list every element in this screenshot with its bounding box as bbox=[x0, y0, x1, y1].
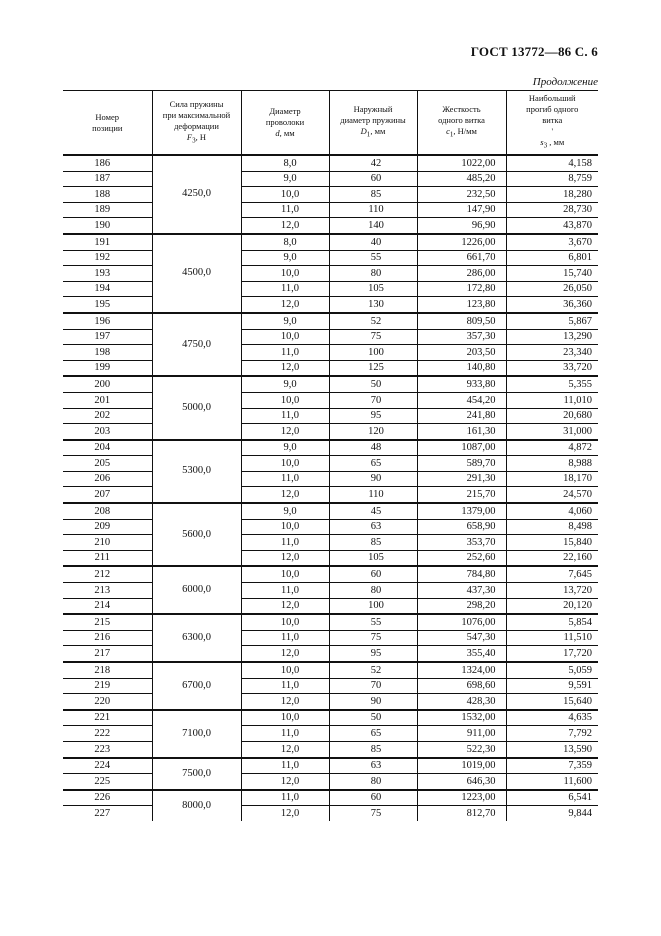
wire-diameter-cell: 10,0 bbox=[241, 566, 329, 582]
coil-stiffness-cell: 911,00 bbox=[417, 726, 506, 742]
wire-diameter-cell: 8,0 bbox=[241, 234, 329, 250]
coil-stiffness-cell: 547,30 bbox=[417, 630, 506, 646]
max-deflection-cell: 6,801 bbox=[506, 250, 598, 266]
spring-force-cell: 5300,0 bbox=[152, 440, 241, 503]
table-row bbox=[63, 155, 598, 171]
table-row bbox=[63, 360, 598, 376]
outer-diameter-cell: 100 bbox=[329, 598, 417, 614]
max-deflection-cell: 15,740 bbox=[506, 266, 598, 282]
wire-diameter-cell: 10,0 bbox=[241, 187, 329, 203]
max-deflection-cell: 5,355 bbox=[506, 376, 598, 392]
position-number: 193 bbox=[63, 266, 152, 282]
table-row bbox=[63, 566, 598, 582]
max-deflection-cell: 20,120 bbox=[506, 598, 598, 614]
outer-diameter-cell: 52 bbox=[329, 313, 417, 329]
table-row bbox=[63, 598, 598, 614]
column-header-max-deflection: Наибольший прогиб одного витка ' $s_3$ , мм bbox=[506, 91, 598, 156]
outer-diameter-cell: 95 bbox=[329, 646, 417, 662]
max-deflection-cell: 31,000 bbox=[506, 424, 598, 440]
outer-diameter-cell: 45 bbox=[329, 503, 417, 519]
max-deflection-cell: 11,010 bbox=[506, 392, 598, 408]
outer-diameter-cell: 95 bbox=[329, 408, 417, 424]
column-header-wire-diameter: Диаметр проволоки d, мм bbox=[241, 91, 329, 156]
coil-stiffness-cell: 1076,00 bbox=[417, 614, 506, 630]
table-row bbox=[63, 535, 598, 551]
max-deflection-cell: 28,730 bbox=[506, 202, 598, 218]
outer-diameter-cell: 75 bbox=[329, 329, 417, 345]
wire-diameter-cell: 10,0 bbox=[241, 266, 329, 282]
outer-diameter-cell: 75 bbox=[329, 806, 417, 821]
position-number: 211 bbox=[63, 550, 152, 566]
spring-force-cell: 6000,0 bbox=[152, 566, 241, 614]
coil-stiffness-cell: 203,50 bbox=[417, 345, 506, 361]
wire-diameter-cell: 10,0 bbox=[241, 519, 329, 535]
max-deflection-cell: 11,600 bbox=[506, 774, 598, 790]
position-number: 222 bbox=[63, 726, 152, 742]
max-deflection-cell: 36,360 bbox=[506, 297, 598, 313]
wire-diameter-cell: 10,0 bbox=[241, 662, 329, 678]
max-deflection-cell: 17,720 bbox=[506, 646, 598, 662]
coil-stiffness-cell: 96,90 bbox=[417, 218, 506, 234]
max-deflection-cell: 4,060 bbox=[506, 503, 598, 519]
position-number: 188 bbox=[63, 187, 152, 203]
max-deflection-cell: 18,170 bbox=[506, 471, 598, 487]
position-number: 225 bbox=[63, 774, 152, 790]
wire-diameter-cell: 12,0 bbox=[241, 646, 329, 662]
coil-stiffness-cell: 291,30 bbox=[417, 471, 506, 487]
position-number: 192 bbox=[63, 250, 152, 266]
spring-force-cell: 4250,0 bbox=[152, 155, 241, 234]
wire-diameter-cell: 11,0 bbox=[241, 535, 329, 551]
coil-stiffness-cell: 428,30 bbox=[417, 694, 506, 710]
table-row bbox=[63, 678, 598, 694]
coil-stiffness-cell: 286,00 bbox=[417, 266, 506, 282]
coil-stiffness-cell: 1019,00 bbox=[417, 758, 506, 774]
outer-diameter-cell: 90 bbox=[329, 471, 417, 487]
coil-stiffness-cell: 232,50 bbox=[417, 187, 506, 203]
outer-diameter-cell: 105 bbox=[329, 550, 417, 566]
page-title: ГОСТ 13772—86 С. 6 bbox=[470, 44, 598, 59]
spring-force-cell: 7500,0 bbox=[152, 758, 241, 790]
wire-diameter-cell: 12,0 bbox=[241, 297, 329, 313]
max-deflection-cell: 11,510 bbox=[506, 630, 598, 646]
outer-diameter-cell: 100 bbox=[329, 345, 417, 361]
outer-diameter-cell: 50 bbox=[329, 376, 417, 392]
coil-stiffness-cell: 140,80 bbox=[417, 360, 506, 376]
wire-diameter-cell: 11,0 bbox=[241, 758, 329, 774]
position-number: 208 bbox=[63, 503, 152, 519]
outer-diameter-cell: 70 bbox=[329, 392, 417, 408]
position-number: 210 bbox=[63, 535, 152, 551]
max-deflection-cell: 8,759 bbox=[506, 171, 598, 187]
max-deflection-cell: 15,840 bbox=[506, 535, 598, 551]
wire-diameter-cell: 9,0 bbox=[241, 376, 329, 392]
coil-stiffness-cell: 812,70 bbox=[417, 806, 506, 821]
coil-stiffness-cell: 357,30 bbox=[417, 329, 506, 345]
spring-force-cell: 6300,0 bbox=[152, 614, 241, 662]
position-number: 195 bbox=[63, 297, 152, 313]
coil-stiffness-cell: 252,60 bbox=[417, 550, 506, 566]
max-deflection-cell: 13,290 bbox=[506, 329, 598, 345]
coil-stiffness-cell: 661,70 bbox=[417, 250, 506, 266]
table-body bbox=[63, 155, 598, 821]
position-number: 194 bbox=[63, 281, 152, 297]
max-deflection-cell: 7,359 bbox=[506, 758, 598, 774]
table-row bbox=[63, 440, 598, 456]
max-deflection-cell: 7,645 bbox=[506, 566, 598, 582]
position-number: 218 bbox=[63, 662, 152, 678]
wire-diameter-cell: 10,0 bbox=[241, 392, 329, 408]
position-number: 205 bbox=[63, 456, 152, 472]
position-number: 226 bbox=[63, 790, 152, 806]
spring-force-cell: 8000,0 bbox=[152, 790, 241, 821]
wire-diameter-cell: 11,0 bbox=[241, 583, 329, 599]
column-header-coil-stiffness: Жесткость одного витка $c_1$, Н/мм bbox=[417, 91, 506, 156]
wire-diameter-cell: 12,0 bbox=[241, 694, 329, 710]
table-row bbox=[63, 758, 598, 774]
continuation-label: Продолжение bbox=[532, 76, 598, 88]
coil-stiffness-cell: 809,50 bbox=[417, 313, 506, 329]
coil-stiffness-cell: 485,20 bbox=[417, 171, 506, 187]
wire-diameter-cell: 12,0 bbox=[241, 550, 329, 566]
max-deflection-cell: 33,720 bbox=[506, 360, 598, 376]
coil-stiffness-cell: 658,90 bbox=[417, 519, 506, 535]
table-row bbox=[63, 313, 598, 329]
position-number: 215 bbox=[63, 614, 152, 630]
position-number: 203 bbox=[63, 424, 152, 440]
wire-diameter-cell: 9,0 bbox=[241, 440, 329, 456]
table-row bbox=[63, 345, 598, 361]
coil-stiffness-cell: 437,30 bbox=[417, 583, 506, 599]
spring-force-cell: 6700,0 bbox=[152, 662, 241, 710]
position-number: 197 bbox=[63, 329, 152, 345]
outer-diameter-cell: 52 bbox=[329, 662, 417, 678]
wire-diameter-cell: 11,0 bbox=[241, 202, 329, 218]
wire-diameter-cell: 12,0 bbox=[241, 424, 329, 440]
table-row bbox=[63, 218, 598, 234]
max-deflection-cell: 4,872 bbox=[506, 440, 598, 456]
max-deflection-cell: 7,792 bbox=[506, 726, 598, 742]
wire-diameter-cell: 8,0 bbox=[241, 155, 329, 171]
outer-diameter-cell: 130 bbox=[329, 297, 417, 313]
outer-diameter-cell: 63 bbox=[329, 758, 417, 774]
wire-diameter-cell: 11,0 bbox=[241, 345, 329, 361]
max-deflection-cell: 8,988 bbox=[506, 456, 598, 472]
outer-diameter-cell: 105 bbox=[329, 281, 417, 297]
coil-stiffness-cell: 1324,00 bbox=[417, 662, 506, 678]
table-row bbox=[63, 202, 598, 218]
outer-diameter-cell: 90 bbox=[329, 694, 417, 710]
table-row bbox=[63, 583, 598, 599]
outer-diameter-cell: 85 bbox=[329, 741, 417, 757]
coil-stiffness-cell: 241,80 bbox=[417, 408, 506, 424]
wire-diameter-cell: 9,0 bbox=[241, 313, 329, 329]
coil-stiffness-cell: 646,30 bbox=[417, 774, 506, 790]
table-row bbox=[63, 329, 598, 345]
spring-force-cell: 5600,0 bbox=[152, 503, 241, 566]
wire-diameter-cell: 9,0 bbox=[241, 250, 329, 266]
position-number: 213 bbox=[63, 583, 152, 599]
coil-stiffness-cell: 353,70 bbox=[417, 535, 506, 551]
outer-diameter-cell: 80 bbox=[329, 583, 417, 599]
outer-diameter-cell: 65 bbox=[329, 456, 417, 472]
table-row bbox=[63, 774, 598, 790]
outer-diameter-cell: 80 bbox=[329, 774, 417, 790]
position-number: 200 bbox=[63, 376, 152, 392]
wire-diameter-cell: 9,0 bbox=[241, 171, 329, 187]
position-number: 214 bbox=[63, 598, 152, 614]
wire-diameter-cell: 10,0 bbox=[241, 614, 329, 630]
position-number: 198 bbox=[63, 345, 152, 361]
position-number: 227 bbox=[63, 806, 152, 821]
outer-diameter-cell: 50 bbox=[329, 710, 417, 726]
position-number: 206 bbox=[63, 471, 152, 487]
spring-force-cell: 7100,0 bbox=[152, 710, 241, 758]
coil-stiffness-cell: 355,40 bbox=[417, 646, 506, 662]
wire-diameter-cell: 12,0 bbox=[241, 774, 329, 790]
table-row bbox=[63, 741, 598, 757]
table-row bbox=[63, 519, 598, 535]
column-header-position: Номер позиции bbox=[63, 91, 152, 156]
table-row bbox=[63, 297, 598, 313]
outer-diameter-cell: 110 bbox=[329, 202, 417, 218]
table-row bbox=[63, 710, 598, 726]
max-deflection-cell: 18,280 bbox=[506, 187, 598, 203]
outer-diameter-cell: 75 bbox=[329, 630, 417, 646]
outer-diameter-cell: 70 bbox=[329, 678, 417, 694]
coil-stiffness-cell: 161,30 bbox=[417, 424, 506, 440]
max-deflection-cell: 4,158 bbox=[506, 155, 598, 171]
table-row bbox=[63, 171, 598, 187]
outer-diameter-cell: 55 bbox=[329, 614, 417, 630]
max-deflection-cell: 15,640 bbox=[506, 694, 598, 710]
coil-stiffness-cell: 1223,00 bbox=[417, 790, 506, 806]
coil-stiffness-cell: 454,20 bbox=[417, 392, 506, 408]
coil-stiffness-cell: 215,70 bbox=[417, 487, 506, 503]
outer-diameter-cell: 60 bbox=[329, 790, 417, 806]
position-number: 190 bbox=[63, 218, 152, 234]
spring-force-cell: 4500,0 bbox=[152, 234, 241, 313]
table-row bbox=[63, 471, 598, 487]
outer-diameter-cell: 120 bbox=[329, 424, 417, 440]
position-number: 204 bbox=[63, 440, 152, 456]
outer-diameter-cell: 55 bbox=[329, 250, 417, 266]
position-number: 202 bbox=[63, 408, 152, 424]
spring-force-cell: 5000,0 bbox=[152, 376, 241, 439]
position-number: 189 bbox=[63, 202, 152, 218]
table-row bbox=[63, 806, 598, 821]
table-row bbox=[63, 646, 598, 662]
coil-stiffness-cell: 522,30 bbox=[417, 741, 506, 757]
coil-stiffness-cell: 298,20 bbox=[417, 598, 506, 614]
spring-force-cell: 4750,0 bbox=[152, 313, 241, 376]
position-number: 209 bbox=[63, 519, 152, 535]
wire-diameter-cell: 11,0 bbox=[241, 790, 329, 806]
coil-stiffness-cell: 933,80 bbox=[417, 376, 506, 392]
outer-diameter-cell: 60 bbox=[329, 171, 417, 187]
table-header bbox=[63, 91, 598, 156]
coil-stiffness-cell: 123,80 bbox=[417, 297, 506, 313]
position-number: 216 bbox=[63, 630, 152, 646]
position-number: 219 bbox=[63, 678, 152, 694]
table-row bbox=[63, 281, 598, 297]
coil-stiffness-cell: 1087,00 bbox=[417, 440, 506, 456]
table-row bbox=[63, 662, 598, 678]
max-deflection-cell: 22,160 bbox=[506, 550, 598, 566]
coil-stiffness-cell: 147,90 bbox=[417, 202, 506, 218]
max-deflection-cell: 26,050 bbox=[506, 281, 598, 297]
position-number: 223 bbox=[63, 741, 152, 757]
outer-diameter-cell: 125 bbox=[329, 360, 417, 376]
table-row bbox=[63, 424, 598, 440]
table-row bbox=[63, 614, 598, 630]
coil-stiffness-cell: 589,70 bbox=[417, 456, 506, 472]
table-row bbox=[63, 487, 598, 503]
wire-diameter-cell: 12,0 bbox=[241, 218, 329, 234]
coil-stiffness-cell: 1532,00 bbox=[417, 710, 506, 726]
outer-diameter-cell: 48 bbox=[329, 440, 417, 456]
max-deflection-cell: 13,720 bbox=[506, 583, 598, 599]
max-deflection-cell: 20,680 bbox=[506, 408, 598, 424]
max-deflection-cell: 9,591 bbox=[506, 678, 598, 694]
wire-diameter-cell: 11,0 bbox=[241, 678, 329, 694]
column-header-spring-force: Сила пружины при максимальной деформации $F_3$, Н bbox=[152, 91, 241, 156]
spring-parameters-table bbox=[63, 90, 598, 821]
wire-diameter-cell: 10,0 bbox=[241, 710, 329, 726]
position-number: 196 bbox=[63, 313, 152, 329]
position-number: 221 bbox=[63, 710, 152, 726]
table-row bbox=[63, 408, 598, 424]
wire-diameter-cell: 12,0 bbox=[241, 360, 329, 376]
wire-diameter-cell: 12,0 bbox=[241, 741, 329, 757]
column-header-outer-diameter: Наружный диаметр пружины $D_1$, мм bbox=[329, 91, 417, 156]
outer-diameter-cell: 60 bbox=[329, 566, 417, 582]
max-deflection-cell: 24,570 bbox=[506, 487, 598, 503]
outer-diameter-cell: 42 bbox=[329, 155, 417, 171]
table-row bbox=[63, 376, 598, 392]
max-deflection-cell: 5,059 bbox=[506, 662, 598, 678]
position-number: 199 bbox=[63, 360, 152, 376]
position-number: 224 bbox=[63, 758, 152, 774]
wire-diameter-cell: 10,0 bbox=[241, 456, 329, 472]
wire-diameter-cell: 11,0 bbox=[241, 726, 329, 742]
max-deflection-cell: 5,867 bbox=[506, 313, 598, 329]
coil-stiffness-cell: 172,80 bbox=[417, 281, 506, 297]
coil-stiffness-cell: 698,60 bbox=[417, 678, 506, 694]
position-number: 212 bbox=[63, 566, 152, 582]
outer-diameter-cell: 85 bbox=[329, 535, 417, 551]
max-deflection-cell: 3,670 bbox=[506, 234, 598, 250]
coil-stiffness-cell: 1226,00 bbox=[417, 234, 506, 250]
outer-diameter-cell: 65 bbox=[329, 726, 417, 742]
coil-stiffness-cell: 784,80 bbox=[417, 566, 506, 582]
wire-diameter-cell: 11,0 bbox=[241, 408, 329, 424]
position-number: 187 bbox=[63, 171, 152, 187]
wire-diameter-cell: 11,0 bbox=[241, 630, 329, 646]
position-number: 201 bbox=[63, 392, 152, 408]
outer-diameter-cell: 110 bbox=[329, 487, 417, 503]
table-row bbox=[63, 456, 598, 472]
table-row bbox=[63, 266, 598, 282]
max-deflection-cell: 13,590 bbox=[506, 741, 598, 757]
table-row bbox=[63, 694, 598, 710]
wire-diameter-cell: 12,0 bbox=[241, 598, 329, 614]
max-deflection-cell: 5,854 bbox=[506, 614, 598, 630]
max-deflection-cell: 9,844 bbox=[506, 806, 598, 821]
table-row bbox=[63, 392, 598, 408]
wire-diameter-cell: 10,0 bbox=[241, 329, 329, 345]
table-row bbox=[63, 187, 598, 203]
table-row bbox=[63, 234, 598, 250]
position-number: 207 bbox=[63, 487, 152, 503]
wire-diameter-cell: 11,0 bbox=[241, 281, 329, 297]
max-deflection-cell: 6,541 bbox=[506, 790, 598, 806]
max-deflection-cell: 43,870 bbox=[506, 218, 598, 234]
outer-diameter-cell: 140 bbox=[329, 218, 417, 234]
table-row bbox=[63, 550, 598, 566]
table-row bbox=[63, 790, 598, 806]
wire-diameter-cell: 12,0 bbox=[241, 487, 329, 503]
coil-stiffness-cell: 1022,00 bbox=[417, 155, 506, 171]
position-number: 186 bbox=[63, 155, 152, 171]
outer-diameter-cell: 40 bbox=[329, 234, 417, 250]
position-number: 217 bbox=[63, 646, 152, 662]
table-row bbox=[63, 250, 598, 266]
outer-diameter-cell: 63 bbox=[329, 519, 417, 535]
wire-diameter-cell: 9,0 bbox=[241, 503, 329, 519]
position-number: 220 bbox=[63, 694, 152, 710]
max-deflection-cell: 23,340 bbox=[506, 345, 598, 361]
coil-stiffness-cell: 1379,00 bbox=[417, 503, 506, 519]
table-row bbox=[63, 503, 598, 519]
max-deflection-cell: 8,498 bbox=[506, 519, 598, 535]
outer-diameter-cell: 80 bbox=[329, 266, 417, 282]
table-row bbox=[63, 630, 598, 646]
outer-diameter-cell: 85 bbox=[329, 187, 417, 203]
position-number: 191 bbox=[63, 234, 152, 250]
wire-diameter-cell: 12,0 bbox=[241, 806, 329, 821]
wire-diameter-cell: 11,0 bbox=[241, 471, 329, 487]
table-row bbox=[63, 726, 598, 742]
max-deflection-cell: 4,635 bbox=[506, 710, 598, 726]
